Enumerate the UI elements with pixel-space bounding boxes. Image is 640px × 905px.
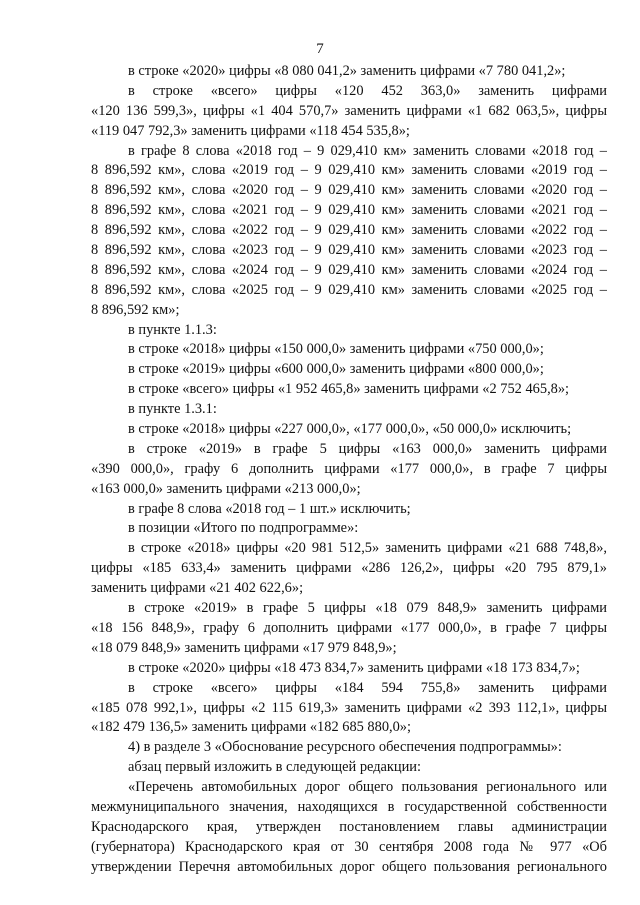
text-line: «120 136 599,3», цифры «1 404 570,7» заменить цифрами «1 682 063,5», цифры <box>91 102 607 119</box>
text-line: в строке «2020» цифры «18 473 834,7» заменить цифрами «18 173 834,7»; <box>128 659 580 676</box>
text-line: 4) в разделе 3 «Обоснование ресурсного обеспечения подпрограммы»: <box>128 739 562 756</box>
text-line: в строке «всего» цифры «184 594 755,8» заменить цифрами <box>128 679 607 696</box>
text-line: в строке «всего» цифры «120 452 363,0» заменить цифрами <box>128 82 607 99</box>
document-body <box>91 62 607 878</box>
text-line: в строке «2019» в графе 5 цифры «163 000,0» заменить цифрами <box>128 440 607 457</box>
text-line: 8 896,592 км», слова «2024 год – 9 029,410 км» заменить словами «2024 год – <box>91 261 607 278</box>
text-line: «390 000,0», графу 6 дополнить цифрами «177 000,0», в графе 7 цифры <box>91 460 607 477</box>
text-line: межмуниципального значения, находящихся в государственной собственности <box>91 798 607 815</box>
text-line: в позиции «Итого по подпрограмме»: <box>128 520 359 537</box>
text-line: «18 079 848,9» заменить цифрами «17 979 848,9»; <box>91 639 397 656</box>
text-line: в строке «2019» цифры «600 000,0» заменить цифрами «800 000,0»; <box>128 361 544 378</box>
text-line: абзац первый изложить в следующей редакции: <box>128 759 422 776</box>
text-line: 8 896,592 км», слова «2019 год – 9 029,410 км» заменить словами «2019 год – <box>91 162 607 179</box>
text-line: «119 047 792,3» заменить цифрами «118 454 535,8»; <box>91 122 410 139</box>
text-line: 8 896,592 км», слова «2025 год – 9 029,410 км» заменить словами «2025 год – <box>91 281 607 298</box>
text-line: «Перечень автомобильных дорог общего пользования регионального или <box>128 779 607 796</box>
text-line: Краснодарского края, утвержден постановлением главы администрации <box>91 818 607 835</box>
text-line: «163 000,0» заменить цифрами «213 000,0»; <box>91 480 361 497</box>
text-line: в графе 8 слова «2018 год – 9 029,410 км» заменить словами «2018 год – <box>128 142 607 159</box>
text-line: 8 896,592 км»; <box>91 301 180 318</box>
text-line: «182 479 136,5» заменить цифрами «182 685 880,0»; <box>91 719 412 736</box>
text-line: 8 896,592 км», слова «2020 год – 9 029,410 км» заменить словами «2020 год – <box>91 182 607 199</box>
text-line: в строке «2018» цифры «20 981 512,5» заменить цифрами «21 688 748,8», <box>128 540 607 557</box>
text-line: 8 896,592 км», слова «2021 год – 9 029,410 км» заменить словами «2021 год – <box>91 202 607 219</box>
text-line: в строке «всего» цифры «1 952 465,8» заменить цифрами «2 752 465,8»; <box>128 381 570 398</box>
text-line: (губернатора) Краснодарского края от 30 сентября 2008 года № 977 «Об <box>91 838 607 855</box>
page-number: 7 <box>316 41 324 57</box>
text-line: в строке «2020» цифры «8 080 041,2» заменить цифрами «7 780 041,2»; <box>128 63 566 79</box>
text-line: 8 896,592 км», слова «2023 год – 9 029,410 км» заменить словами «2023 год – <box>91 242 607 259</box>
text-line: заменить цифрами «21 402 622,6»; <box>91 580 304 597</box>
text-line: в пункте 1.3.1: <box>128 401 217 418</box>
text-line: цифры «185 633,4» заменить цифрами «286 126,2», цифры «20 795 879,1» <box>91 560 607 577</box>
text-line: в пункте 1.1.3: <box>128 321 217 338</box>
text-line: в строке «2018» цифры «150 000,0» заменить цифрами «750 000,0»; <box>128 341 544 358</box>
text-line: «18 156 848,9», графу 6 дополнить цифрами «177 000,0», в графе 7 цифры <box>91 619 607 636</box>
text-line: в строке «2018» цифры «227 000,0», «177 000,0», «50 000,0» исключить; <box>128 421 572 438</box>
text-line: «185 078 992,1», цифры «2 115 619,3» заменить цифрами «2 393 112,1», цифры <box>91 699 607 716</box>
text-line: утверждении Перечня автомобильных дорог общего пользования регионального <box>91 858 607 875</box>
text-line: в строке «2019» в графе 5 цифры «18 079 848,9» заменить цифрами <box>128 600 607 617</box>
text-line: 8 896,592 км», слова «2022 год – 9 029,410 км» заменить словами «2022 год – <box>91 222 607 239</box>
text-line: в графе 8 слова «2018 год – 1 шт.» исключить; <box>128 500 411 517</box>
